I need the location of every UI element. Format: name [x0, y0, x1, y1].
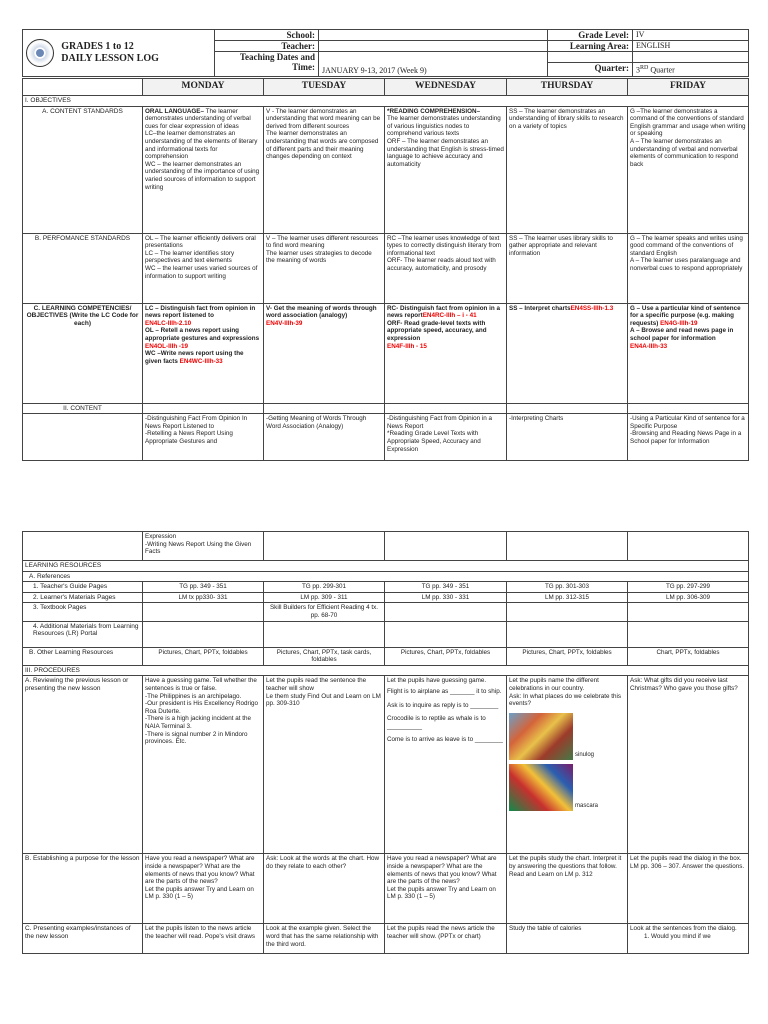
review-tue-1: Let the pupils read the sentence the teacher will show — [266, 677, 367, 692]
am-tuesday — [264, 621, 385, 647]
lc-mon-1-code: EN4LC-IIIh-2.10 — [145, 319, 192, 327]
tg-tuesday: TG pp. 299-301 — [264, 582, 385, 593]
cell-lc-thursday — [507, 303, 628, 403]
tb-friday — [628, 603, 749, 621]
empty-cell — [628, 532, 749, 561]
cs-mon-text: The learner demonstrates understanding of verbal cues for clear expression of ideas — [145, 107, 251, 130]
empty-cell — [23, 414, 143, 461]
lc-fri-1: G – Use a particular kind of sentence for a specific purpose (e.g. making requests) — [630, 304, 741, 327]
section-procedures: III. PROCEDURES — [23, 665, 749, 676]
sinulog-festival-photo — [509, 713, 573, 760]
cell-review-thursday — [507, 676, 628, 854]
cs-tue-2: The learner demonstrates an understanding that words are composed of different parts and their meaning changes depending on context — [266, 130, 379, 161]
am-thursday — [507, 621, 628, 647]
lc-thu-1-code: EN4SS-IIIh-1.3 — [570, 304, 614, 312]
lc-mon-3-code: EN4WC-IIIh-33 — [179, 357, 223, 365]
tb-wednesday — [385, 603, 507, 621]
cs-fri-2: A – The learner demonstrates an understanding of verbal and nonverbal elements of communication to respond back — [630, 137, 739, 168]
ps-wed-2: ORF- The learner reads aloud text with accuracy, automaticity, and prosody — [387, 257, 496, 272]
purpose-wed-1: Have you read a newspaper? What are inside a newspaper? What are the elements of news that you know? What are the parts of the news? — [387, 855, 497, 886]
lm-wednesday: LM pp. 330 - 331 — [385, 592, 507, 603]
cell-purpose-thursday — [507, 854, 628, 924]
masskara-festival-photo — [509, 764, 573, 811]
tg-thursday: TG pp. 301-303 — [507, 582, 628, 593]
row-label-purpose: B. Establishing a purpose for the lesson — [23, 854, 143, 924]
lc-mon-2: OL – Retell a news report using appropriate gestures and expressions — [145, 327, 260, 342]
ps-mon-2: LC – The learner identifies story perspectives and text elements — [145, 249, 235, 265]
teacher-field[interactable] — [319, 41, 548, 52]
ps-fri-1: G – The learner speaks and writes using good command of the conventions of standard English — [630, 234, 743, 257]
cell-content-wednesday — [385, 414, 507, 461]
review-wed-3: Ask is to inquire as reply is to ________ — [387, 701, 499, 709]
cell-review-monday — [143, 676, 264, 854]
lc-mon-2-code: EN4OL-IIIh -19 — [145, 342, 189, 350]
lc-tue-1-code: EN4V-IIIh-39 — [266, 319, 303, 327]
school-label: School: — [215, 30, 319, 41]
row-label-references: A. References — [23, 571, 749, 582]
empty-cell — [385, 403, 507, 414]
row-label-additional-materials: 4. Additional Materials from Learning Resources (LR) Portal — [23, 621, 143, 647]
empty-corner — [23, 79, 143, 96]
row-label-lm: 2. Learner's Materials Pages — [23, 592, 143, 603]
grade-field[interactable]: IV — [633, 30, 749, 41]
day-header-wednesday: WEDNESDAY — [385, 79, 507, 96]
review-wed-1: Let the pupils have guessing game. — [387, 677, 487, 685]
cs-mon-heading: ORAL LANGUAGE– — [145, 107, 205, 115]
examples-mon-1: Let the pupils listen to the news article the teacher will read. Pope's visit draws — [145, 925, 256, 940]
cell-ps-monday — [143, 233, 264, 303]
cs-wed-heading: *READING COMPREHENSION– — [387, 107, 481, 115]
header-table — [22, 29, 749, 77]
ps-mon-1: OL – The learner efficiently delivers oral presentations — [145, 234, 256, 250]
cell-content-tuesday — [264, 414, 385, 461]
lc-wed-2: ORF- Read grade-level texts with appropriate speed, accuracy, and expression — [387, 319, 487, 342]
cell-examples-thursday — [507, 924, 628, 954]
cell-content-monday-cont — [143, 532, 264, 561]
empty-cell — [628, 403, 749, 414]
title-line-2: DAILY LESSON LOG — [61, 52, 159, 64]
empty-cell — [385, 532, 507, 561]
cell-cs-monday — [143, 106, 264, 233]
day-header-friday: FRIDAY — [628, 79, 749, 96]
empty-cell — [264, 532, 385, 561]
lc-wed-1-code: EN4RC-IIIh – i - 41 — [422, 312, 477, 320]
cell-purpose-wednesday — [385, 854, 507, 924]
sinulog-caption: sinulog — [575, 752, 595, 759]
cell-examples-wednesday — [385, 924, 507, 954]
quarter-word: Quarter — [650, 65, 675, 75]
content-thu-1: -Interpreting Charts — [509, 415, 564, 423]
cs-mon-lc: LC–the learner demonstrates an understanding of the elements of literary and informational texts for comprehension — [145, 130, 258, 161]
cell-purpose-monday — [143, 854, 264, 924]
content-mon-cont-2: -Writing News Report Using the Given Facts — [145, 540, 252, 556]
empty-cell — [507, 532, 628, 561]
mascara-caption: mascara — [575, 803, 599, 810]
day-header-thursday: THURSDAY — [507, 79, 628, 96]
header-logo-cell — [23, 30, 215, 77]
cell-lc-wednesday — [385, 303, 507, 403]
content-fri-2: -Browsing and Reading News Page in a School paper for Information — [630, 430, 742, 445]
cell-cs-friday — [628, 106, 749, 233]
cell-examples-monday — [143, 924, 264, 954]
review-tue-2: Le them study Find Out and Learn on LM pp. 309-310 — [266, 692, 381, 708]
row-label-textbook: 3. Textbook Pages — [23, 603, 143, 621]
teacher-label: Teacher: — [215, 41, 319, 52]
review-thu-1: Let the pupils name the different celebrations in our country. — [509, 677, 599, 692]
lc-wed-1: RC- Distinguish fact from opinion in a news report — [387, 304, 500, 320]
ps-thu-1: SS – The learner uses library skills to gather appropriate and relevant information — [509, 234, 613, 257]
empty-cell — [143, 403, 264, 414]
cell-lc-monday — [143, 303, 264, 403]
lc-thu-1: SS – Interpret charts — [509, 304, 571, 312]
lm-thursday: LM pp. 312-315 — [507, 592, 628, 603]
cell-lc-tuesday — [264, 303, 385, 403]
cs-wed-3: ORF – The learner demonstrates an understanding that English is stress-timed language to achieve accuracy and automaticity — [387, 137, 504, 168]
quarter-suffix: RD — [640, 65, 649, 71]
school-field[interactable] — [319, 30, 548, 41]
olr-monday: Pictures, Chart, PPTx, foldables — [143, 647, 264, 665]
lesson-plan-table — [22, 78, 749, 461]
lm-tuesday: LM pp. 309 - 311 — [264, 592, 385, 603]
row-label-review: A. Reviewing the previous lesson or presenting the new lesson — [23, 676, 143, 854]
section-learning-resources: LEARNING RESOURCES — [23, 561, 749, 572]
deped-seal-icon — [26, 39, 54, 67]
row-label-competencies: C. LEARNING COMPETENCIES/ OBJECTIVES (Write the LC Code for each) — [23, 303, 143, 403]
content-fri-1: -Using a Particular Kind of sentence for a Specific Purpose — [630, 415, 745, 430]
olr-thursday: Pictures, Chart, PPTx, foldables — [507, 647, 628, 665]
mascara-figure — [509, 762, 625, 811]
purpose-fri-1: Let the pupils read the dialog in the box. LM pp. 306 – 307. Answer the questions. — [630, 855, 745, 870]
olr-wednesday: Pictures, Chart, PPTx, foldables — [385, 647, 507, 665]
content-tue-1: -Getting Meaning of Words Through Word Association (Analogy) — [266, 415, 367, 430]
tb-tuesday: Skill Builders for Efficient Reading 4 tx. pp. 68-70 — [264, 603, 385, 621]
cell-review-friday — [628, 676, 749, 854]
row-label-performance-standards: B. PERFOMANCE STANDARDS — [23, 233, 143, 303]
review-wed-5: Come is to arrive as leave is to ________ — [387, 736, 503, 744]
quarter-field[interactable] — [633, 63, 749, 77]
examples-fri-1: Look at the sentences from the dialog. — [630, 925, 737, 933]
lesson-plan-table-continued — [22, 531, 749, 954]
grade-label: Grade Level: — [548, 30, 633, 41]
day-header-tuesday: TUESDAY — [264, 79, 385, 96]
cell-purpose-tuesday — [264, 854, 385, 924]
empty-cell — [633, 52, 749, 63]
review-mon-2: -The Philippines is an archipelago. — [145, 692, 242, 700]
area-field[interactable]: ENGLISH — [633, 41, 749, 52]
lc-mon-3: WC –Write news report using the given facts — [145, 350, 244, 365]
lc-wed-2-code: EN4F-IIIh - 15 — [387, 342, 427, 350]
purpose-thu-1: Let the pupils study the chart. Interpret it by answering the questions that follow. Read and Learn on LM p. 312 — [509, 855, 622, 878]
content-mon-2: -Retelling a News Report Using Appropriate Gestures and — [145, 430, 233, 445]
tg-monday: TG pp. 349 - 351 — [143, 582, 264, 593]
cell-examples-friday — [628, 924, 749, 954]
lm-friday: LM pp. 306-309 — [628, 592, 749, 603]
empty-cell — [507, 403, 628, 414]
examples-wed-1: Let the pupils read the news article the teacher will show. (PPTx or chart) — [387, 925, 495, 940]
header-title — [61, 41, 159, 65]
content-mon-cont-1: Expression — [145, 533, 177, 540]
tb-monday — [143, 603, 264, 621]
review-wed-4: Crocodile is to reptile as whale is to __________ — [387, 715, 486, 730]
review-mon-5: -There is signal number 2 in Mindoro provinces. Etc. — [145, 730, 248, 746]
content-wed-2: *Reading Grade Level Texts with Appropriate Speed, Accuracy and Expression — [387, 430, 481, 453]
review-fri-1: Ask: What gifts did you receive last Christmas? Who gave you those gifts? — [630, 677, 738, 692]
lc-fri-2-code: EN4A-IIIh-33 — [630, 342, 668, 350]
lc-fri-1-code: EN4G-IIIh-19 — [660, 319, 698, 327]
lc-mon-1: LC – Distinguish fact from opinion in news report listened to — [145, 304, 256, 320]
ps-mon-3: WC – the learner uses varied sources of information to support writing — [145, 264, 258, 280]
cell-lc-friday — [628, 303, 749, 403]
ps-tue-2: The learner uses strategies to decode the meaning of words — [266, 249, 372, 265]
title-line-1: GRADES 1 to 12 — [61, 40, 134, 52]
area-label: Learning Area: — [548, 41, 633, 52]
olr-tuesday: Pictures, Chart, PPTx, task cards, foldables — [264, 647, 385, 665]
tg-friday: TG pp. 297-299 — [628, 582, 749, 593]
cell-content-friday — [628, 414, 749, 461]
cs-mon-wc: WC – the learner demonstrates an understanding of the importance of using varied sources of information to support writing — [145, 160, 260, 191]
review-mon-3: -Our president is His Excellency Rodrigo Roa Duterte. — [145, 700, 259, 715]
am-friday — [628, 621, 749, 647]
sinulog-figure — [509, 711, 625, 760]
cell-content-thursday — [507, 414, 628, 461]
content-wed-1: -Distinguishing Fact from Opinion in a News Report — [387, 415, 492, 430]
cs-tue-1: V - The learner demonstrates an understanding that word meaning can be derived from different sources — [266, 107, 381, 130]
tb-thursday — [507, 603, 628, 621]
examples-thu-1: Study the table of calories — [509, 925, 582, 933]
row-label-tg: 1. Teacher's Guide Pages — [23, 582, 143, 593]
am-wednesday — [385, 621, 507, 647]
examples-fri-2: 1. Would you mind if we — [644, 932, 711, 940]
row-label-content: II. CONTENT — [23, 403, 143, 414]
dates-label: Teaching Dates and Time: — [215, 52, 319, 77]
am-monday — [143, 621, 264, 647]
cell-purpose-friday — [628, 854, 749, 924]
ps-wed-1: RC –The learner uses knowledge of text types to correctly distinguish literary from informational text — [387, 234, 502, 257]
content-mon-1: -Distinguishing Fact From Opinion In News Report Listened to — [145, 415, 248, 430]
cell-ps-wednesday — [385, 233, 507, 303]
purpose-tue-1: Ask: Look at the words at the chart. How do they relate to each other? — [266, 855, 380, 870]
section-objectives: I. OBJECTIVES — [23, 96, 749, 107]
row-label-other-resources: B. Other Learning Resources — [23, 647, 143, 665]
review-thu-2: Ask: In what places do we celebrate this events? — [509, 692, 622, 708]
dates-field[interactable]: JANUARY 9-13, 2017 (Week 9) — [319, 52, 548, 77]
lc-fri-2: A – Browse and read news page in school paper for information — [630, 327, 734, 342]
ps-fri-2: A – The learner uses paralanguage and nonverbal cues to respond appropriately — [630, 257, 743, 272]
cell-review-wednesday — [385, 676, 507, 854]
cs-wed-2: The learner demonstrates understanding of various linguistics nodes to comprehend various texts — [387, 115, 501, 138]
empty-cell — [23, 532, 143, 561]
cell-cs-tuesday — [264, 106, 385, 233]
quarter-label: Quarter: — [548, 63, 633, 77]
cell-examples-tuesday — [264, 924, 385, 954]
tg-wednesday: TG pp. 349 - 351 — [385, 582, 507, 593]
cell-ps-tuesday — [264, 233, 385, 303]
review-mon-4: -There is a high jacking incident at the NAIA Terminal 3. — [145, 715, 252, 730]
purpose-mon-2: Let the pupils answer Try and Learn on LM p. 330 (1 – 5) — [145, 885, 254, 901]
empty-cell — [548, 52, 633, 63]
cell-cs-thursday — [507, 106, 628, 233]
ps-tue-1: V – The learner uses different resources to find word meaning — [266, 234, 379, 250]
day-header-monday: MONDAY — [143, 79, 264, 96]
empty-cell — [264, 403, 385, 414]
cs-thu-1: SS – The learner demonstrates an understanding of library skills to research on a variety of topics — [509, 107, 624, 130]
cell-review-tuesday — [264, 676, 385, 854]
row-label-examples: C. Presenting examples/instances of the new lesson — [23, 924, 143, 954]
examples-tue-1: Look at the example given. Select the word that has the same relationship with the third word. — [266, 925, 379, 948]
row-label-content-standards: A. CONTENT STANDARDS — [23, 106, 143, 233]
cs-fri-1: G –The learner demonstrates a command of the conventions of standard English grammar and usage when writing or speaking — [630, 107, 746, 138]
cell-cs-wednesday — [385, 106, 507, 233]
purpose-wed-2: Let the pupils answer Try and Learn on LM p. 330 (1 – 5) — [387, 885, 496, 901]
lc-tue-1: V- Get the meaning of words through word association (analogy) — [266, 304, 377, 320]
review-wed-2: Flight is to airplane as _______ it to ship. — [387, 687, 502, 695]
quarter-number: 3 — [636, 65, 640, 75]
cell-ps-friday — [628, 233, 749, 303]
cell-ps-thursday — [507, 233, 628, 303]
purpose-mon-1: Have you read a newspaper? What are inside a newspaper? What are the elements of news that you know? What are the parts of the news? — [145, 855, 255, 886]
cell-content-monday — [143, 414, 264, 461]
review-mon-1: Have a guessing game. Tell whether the sentences is true or false. — [145, 677, 257, 692]
lm-monday: LM tx pp330- 331 — [143, 592, 264, 603]
olr-friday: Chart, PPTx, foldables — [628, 647, 749, 665]
